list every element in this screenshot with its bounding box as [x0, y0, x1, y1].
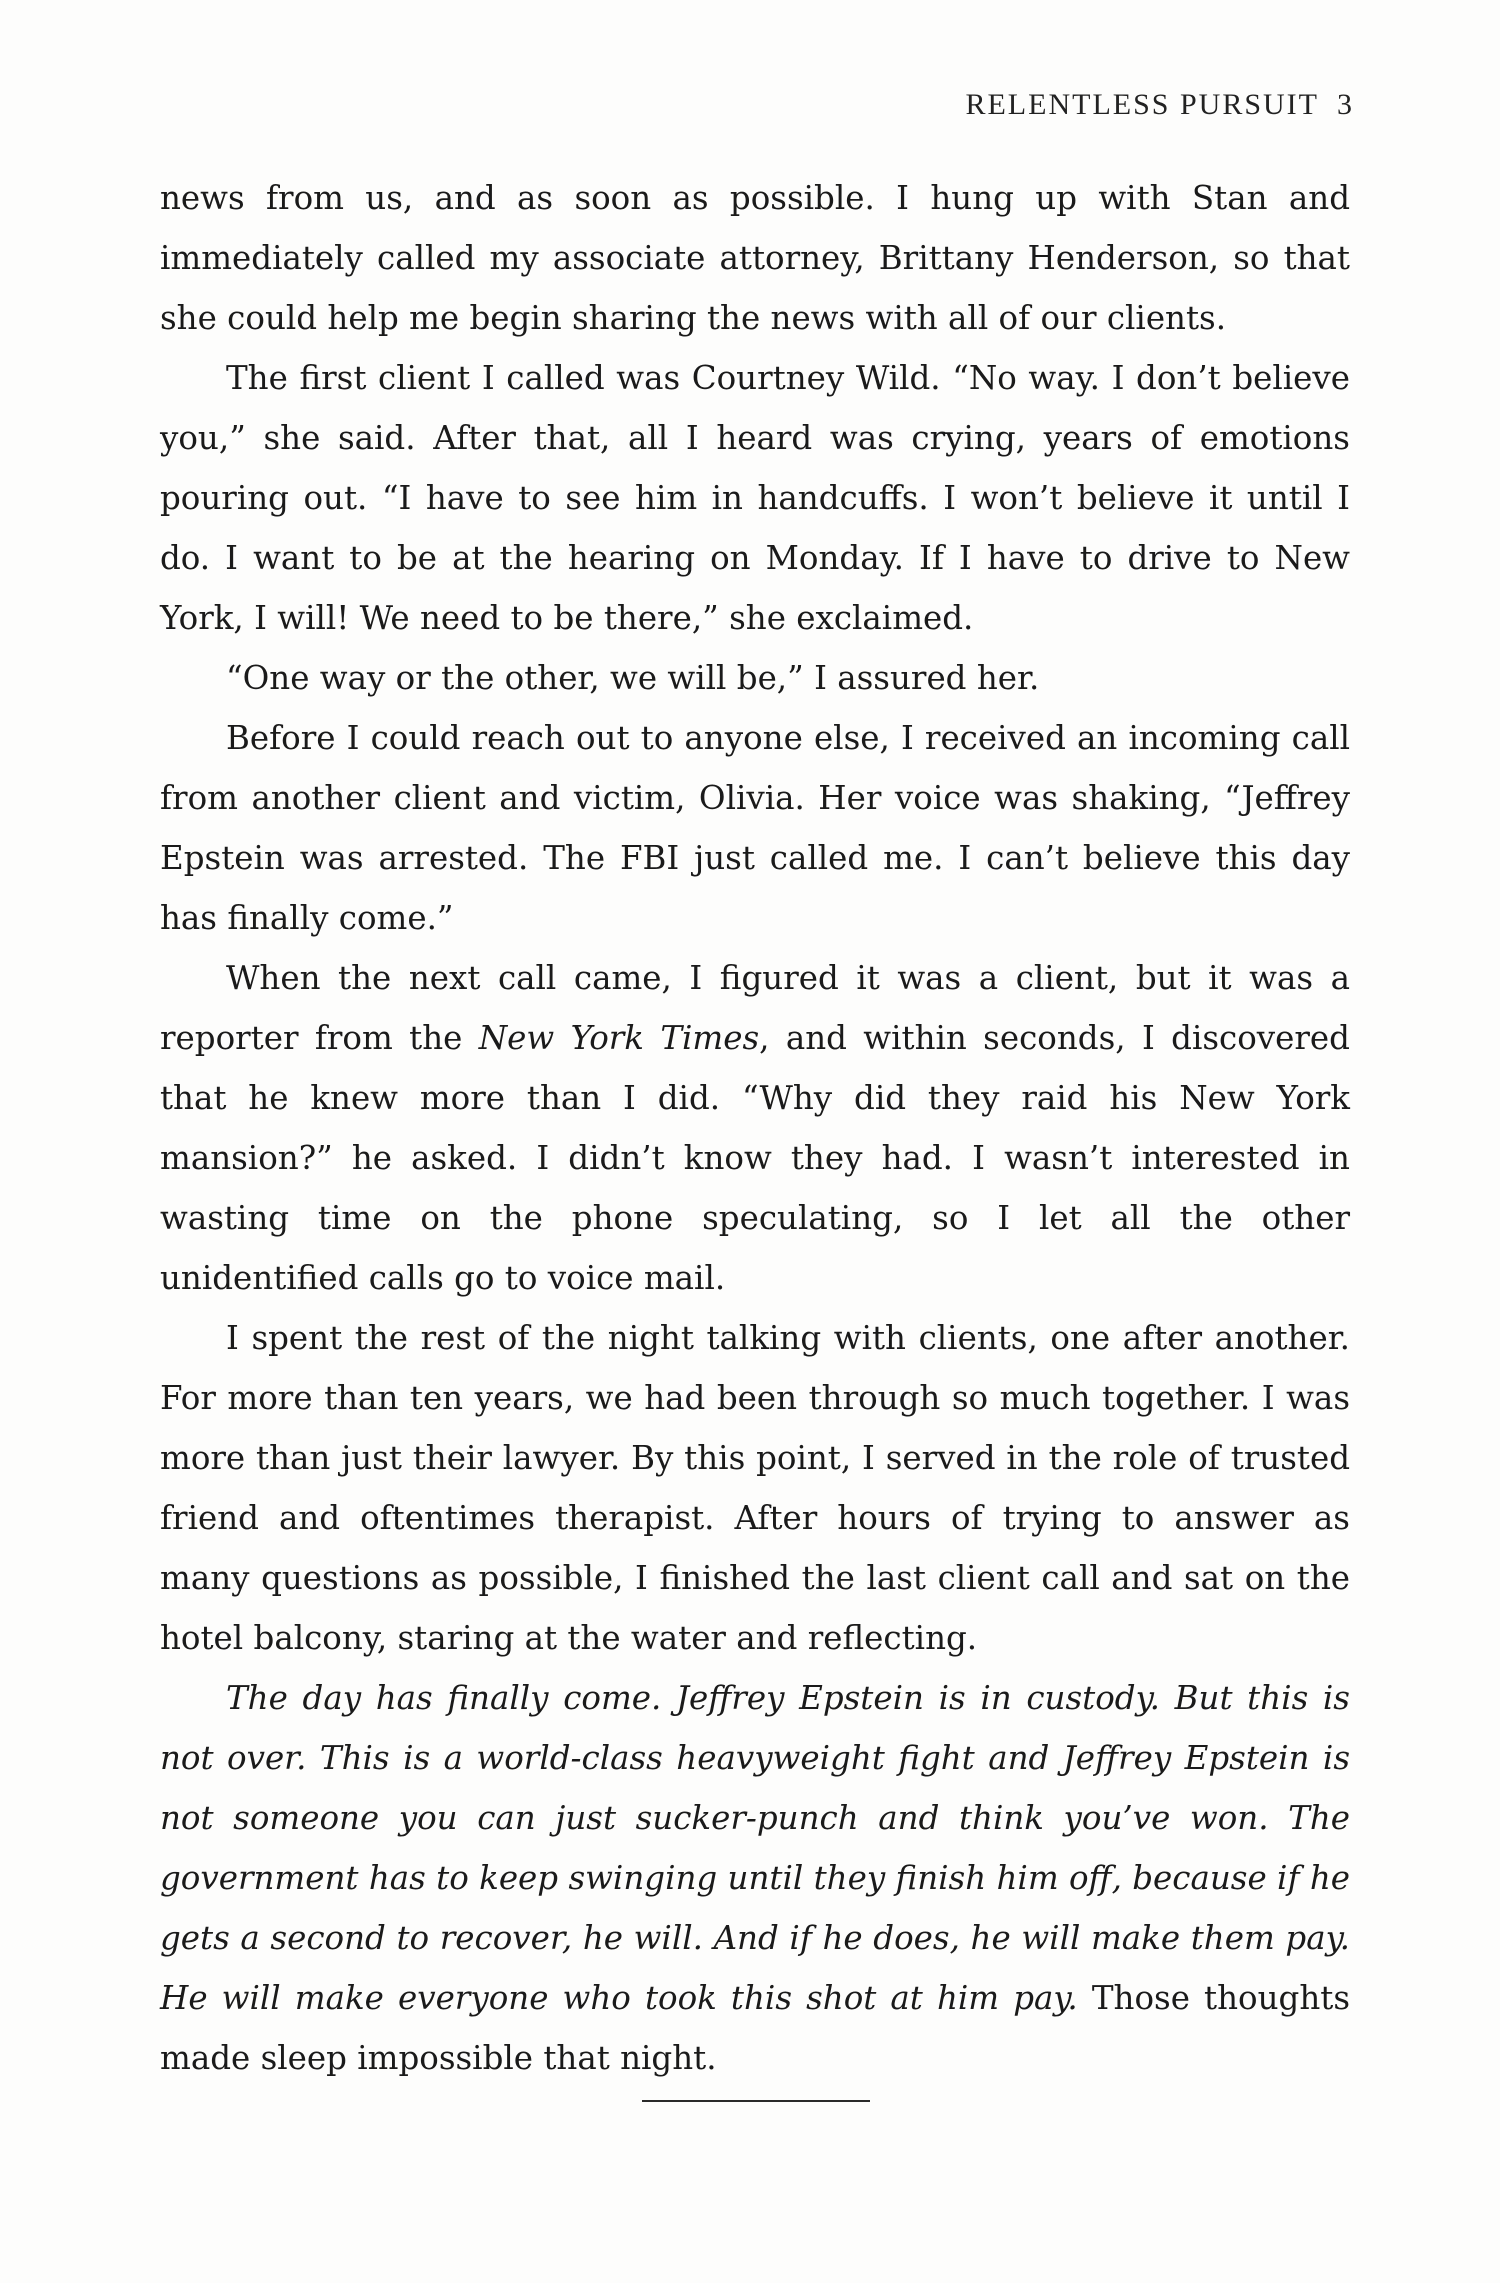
section-divider	[642, 2100, 870, 2102]
text-segment: When the next call came, I figured it was a client, but it was a reporter from the	[160, 959, 1350, 1057]
text-segment: , and within seconds, I discovered that he knew more than I did. “Why did they raid his New York mansion?” he asked. I didn’t know they had. I wasn’t interested in wasting time on the phone speculating, so I let all the other unidentified calls go to voice mail.	[160, 1019, 1350, 1297]
text-segment: news from us, and as soon as possible. I hung up with Stan and immediately called my associate attorney, Brittany Henderson, so that she could help me begin sharing the news with all of our clients.	[160, 179, 1350, 337]
paragraph	[160, 168, 1350, 348]
italic-thought: The day has finally come. Jeffrey Epstein is in custody. But this is not over. This is a world-class heavyweight fight and Jeffrey Epstein is not someone you can just sucker-punch and think you’ve won. The government has to keep swinging until they finish him off, because if he gets a second to recover, he will. And if he does, he will make them pay. He will make everyone who took this shot at him pay.	[160, 1679, 1350, 2017]
paragraph	[160, 1668, 1350, 2088]
paragraph	[160, 648, 1350, 708]
italic-title: New York Times	[478, 1019, 760, 1057]
text-segment: “One way or the other, we will be,” I assured her.	[226, 659, 1040, 697]
text-segment: Before I could reach out to anyone else, I received an incoming call from another client and victim, Olivia. Her voice was shaking, “Jeffrey Epstein was arrested. The FBI just called me. I can’t believe this day has finally come.”	[160, 719, 1350, 937]
text-segment: The first client I called was Courtney Wild. “No way. I don’t believe you,” she said. After that, all I heard was crying, years of emotions pouring out. “I have to see him in handcuffs. I won’t believe it until I do. I want to be at the hearing on Monday. If I have to drive to New York, I will! We need to be there,” she exclaimed.	[160, 359, 1350, 637]
paragraph	[160, 1308, 1350, 1668]
paragraph	[160, 708, 1350, 948]
running-header	[965, 88, 1352, 122]
paragraph	[160, 348, 1350, 648]
paragraph	[160, 948, 1350, 1308]
text-segment: I spent the rest of the night talking with clients, one after another. For more than ten years, we had been through so much together. I was more than just their lawyer. By this point, I served in the role of trusted friend and oftentimes therapist. After hours of trying to answer as many questions as possible, I finished the last client call and sat on the hotel balcony, staring at the water and reflecting.	[160, 1319, 1350, 1657]
body-text	[160, 168, 1350, 2088]
running-title: RELENTLESS PURSUIT	[965, 88, 1319, 121]
page-number: 3	[1337, 88, 1352, 121]
text-segment: Those thoughts made sleep impossible that night.	[160, 1979, 1350, 2077]
